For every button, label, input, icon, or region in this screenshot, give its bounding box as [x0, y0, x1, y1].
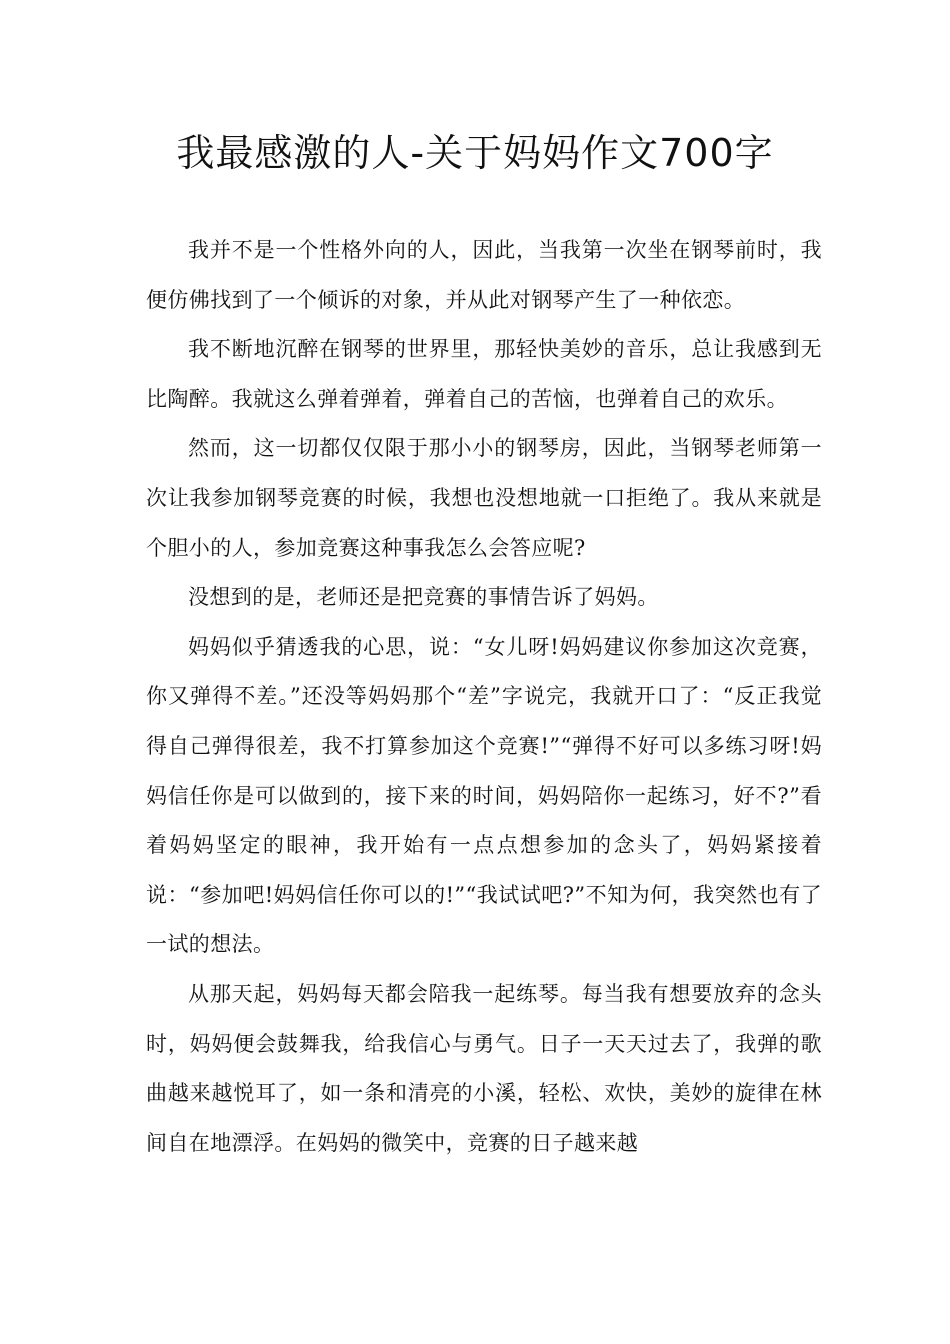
paragraph-1: 我并不是一个性格外向的人，因此，当我第一次坐在钢琴前时，我便仿佛找到了一个倾诉的对象，并从此对钢琴产生了一种依恋。: [146, 238, 822, 312]
paragraph-2: 我不断地沉醉在钢琴的世界里，那轻快美妙的音乐，总让我感到无比陶醉。我就这么弹着弹着，弹着自己的苦恼，也弹着自己的欢乐。: [146, 337, 822, 411]
document-title: 我最感激的人-关于妈妈作文700字: [176, 131, 774, 175]
paragraph-5: 妈妈似乎猜透我的心思，说：“女儿呀!妈妈建议你参加这次竞赛，你又弹得不差。”还没等妈妈那个“差”字说完，我就开口了：“反正我觉得自己弹得很差，我不打算参加这个竞赛!”“弹得不好可以多练习呀!妈妈信任你是可以做到的，接下来的时间，妈妈陪你一起练习，好不?”看着妈妈坚定的眼神，我开始有一点点想参加的念头了，妈妈紧接着说：“参加吧!妈妈信任你可以的!”“我试试吧?”不知为何，我突然也有了一试的想法。: [146, 634, 822, 957]
paragraph-4: 没想到的是，老师还是把竞赛的事情告诉了妈妈。: [188, 585, 659, 610]
document-body: [146, 226, 822, 1168]
paragraph-3: 然而，这一切都仅仅限于那小小的钢琴房，因此，当钢琴老师第一次让我参加钢琴竞赛的时候，我想也没想地就一口拒绝了。我从来就是个胆小的人，参加竞赛这种事我怎么会答应呢?: [146, 436, 822, 560]
paragraph-6: 从那天起，妈妈每天都会陪我一起练琴。每当我有想要放弃的念头时，妈妈便会鼓舞我，给我信心与勇气。日子一天天过去了，我弹的歌曲越来越悦耳了，如一条和清亮的小溪，轻松、欢快，美妙的旋律在林间自在地漂浮。在妈妈的微笑中，竞赛的日子越来越: [146, 981, 822, 1155]
